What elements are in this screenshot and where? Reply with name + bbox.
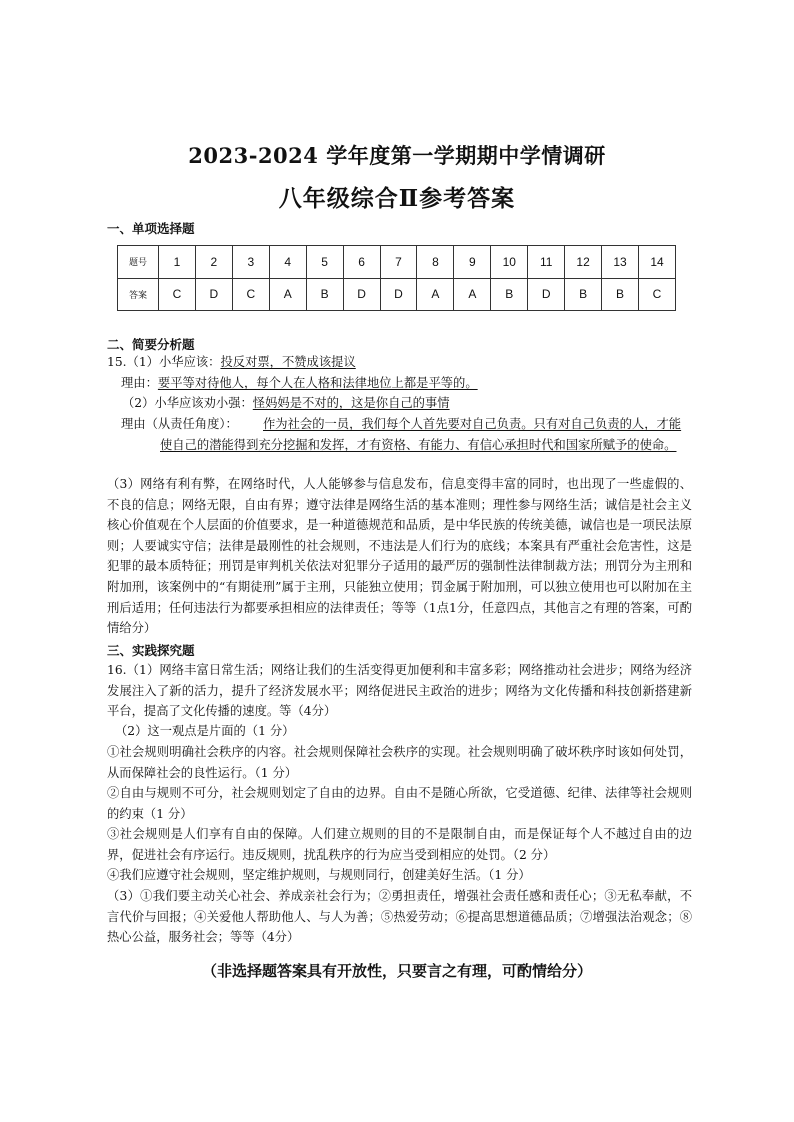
question-number: 2 [195,246,232,279]
q15-reason2-prefix: 理由（从责任角度）： [121,417,238,431]
answer-cell: A [454,278,491,311]
question-number: 1 [159,246,196,279]
answer-cell: A [269,278,306,311]
q16-point1: ①社会规则明确社会秩序的内容。社会规则保障社会秩序的实现。社会规则明确了破坏秩序时该如何处罚，从而保障社会的良性运行。（1 分） [107,745,692,780]
q15-reason1 [121,373,478,394]
answer-cell: D [528,278,565,311]
row-header: 题号 [118,246,159,279]
question-number: 9 [454,246,491,279]
q15-reason1-answer: 要平等对待他人，每个人在人格和法律地位上都是平等的。 [157,376,478,390]
answer-cell: B [565,278,602,311]
document-title: 2023-2024 学年度第一学期期中学情调研 [188,143,606,168]
q16-point3: ③社会规则是人们享有自由的保障。人们建立规则的目的不是限制自由，而是保证每个人不越过自由的边界，促进社会有序运行。违反规则，扰乱秩序的行为应当受到相应的处罚。（2 分） [107,827,692,862]
answer-cell: C [232,278,269,311]
question-number: 8 [417,246,454,279]
section-heading-single-choice: 一、单项选择题 [107,221,195,236]
answer-cell: D [343,278,380,311]
question-number: 11 [528,246,565,279]
answer-cell: C [638,278,675,311]
q16-part1: 16.（1）网络丰富日常生活；网络让我们的生活变得更加便利和丰富多彩；网络推动社会进步；网络为经济发展注入了新的活力，提升了经济发展水平；网络促进民主政治的进步；网络为文化传播和科技创新搭建新平台，提高了文化传播的速度。等（4分） [107,663,692,719]
question-number: 5 [306,246,343,279]
q15-part2-answer: 怪妈妈是不对的，这是你自己的事情 [252,396,450,410]
question-number-row [118,246,676,279]
q15-reason2-answer: 作为社会的一员，我们每个人首先要对自己负责。只有对自己负责的人，才能使自己的潜能得到充分挖掘和发挥，才有资格、有能力、有信心承担时代和国家所赋予的使命。 [160,417,682,452]
answer-table [117,245,676,311]
q16-point4: ④我们应遵守社会规则，坚定维护规则，与规则同行，创建美好生活。（1 分） [107,868,531,882]
answer-cell: D [195,278,232,311]
q16-part2: （2）这一观点是片面的（1 分） [115,724,295,738]
question-number: 3 [232,246,269,279]
answer-row [118,278,676,311]
answer-cell: B [602,278,639,311]
answer-cell: D [380,278,417,311]
question-number: 6 [343,246,380,279]
footer-note: （非选择题答案具有开放性，只要言之有理，可酌情给分） [201,962,592,980]
question-number: 12 [565,246,602,279]
answer-cell: A [417,278,454,311]
section-heading-analysis: 二、简要分析题 [107,337,195,352]
answer-cell: C [159,278,196,311]
q15-part1 [107,352,356,373]
q15-part3: （3）网络有利有弊，在网络时代，人人能够参与信息发布，信息变得丰富的同时，也出现了一些虚假的、不良的信息；网络无限，自由有界；遵守法律是网络生活的基本准则；理性参与网络生活；诚信是社会主义核心价值观在个人层面的价值要求，是一种道德规范和品质，是中华民族的传统美德，诚信也是一项民法原则；人要诚实守信；法律是最刚性的社会规则，不违法是人们行为的底线；本案具有严重社会危害性，这是犯罪的最本质特征；刑罚是审判机关依法对犯罪分子适用的最严厉的强制性法律制裁方法；刑罚分为主刑和附加刑，该案例中的“有期徒刑”属于主刑，只能独立使用；罚金属于附加刑，可以独立使用也可以附加在主刑后适用；任何违法行为都要承担相应的法律责任；等等（1点1分，任意四点，其他言之有理的答案，可酌情给分） [107,477,692,636]
q15-part2 [122,393,450,414]
question-number: 10 [491,246,528,279]
q15-part2-prefix: （2）小华应该劝小强： [122,396,253,410]
q15-part1-prefix: 15.（1）小华应该： [107,355,221,369]
row-header: 答案 [118,278,159,311]
answer-cell: B [306,278,343,311]
q16-point2: ②自由与规则不可分，社会规则划定了自由的边界。自由不是随心所欲，它受道德、纪律、法律等社会规则的约束（1 分） [107,786,692,821]
question-number: 7 [380,246,417,279]
answer-cell: B [491,278,528,311]
question-number: 4 [269,246,306,279]
question-number: 14 [638,246,675,279]
q15-reason1-prefix: 理由： [121,376,158,390]
q15-part1-answer: 投反对票，不赞成该提议 [220,355,356,369]
q16-part3: （3）①我们要主动关心社会、养成亲社会行为；②勇担责任，增强社会责任感和责任心；③无私奉献，不言代价与回报；④关爱他人帮助他人、与人为善；⑤热爱劳动；⑥提高思想道德品质；⑦增强法治观念；⑧热心公益，服务社会；等等（4分） [107,889,692,945]
question-number: 13 [602,246,639,279]
document-subtitle: 八年级综合Ⅱ参考答案 [278,185,516,212]
section-heading-practice: 三、实践探究题 [107,643,195,658]
